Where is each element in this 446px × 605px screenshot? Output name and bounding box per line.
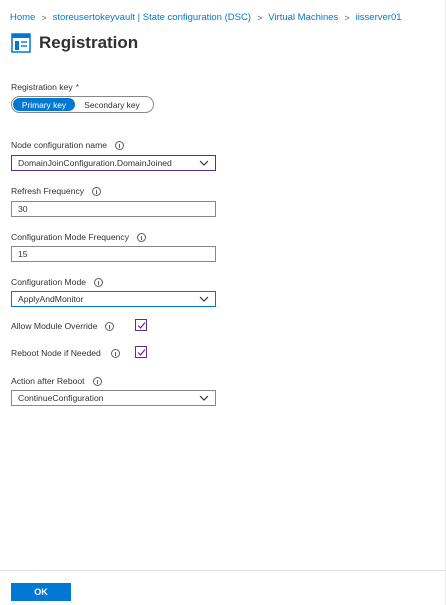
action-after-reboot-value: ContinueConfiguration (18, 393, 104, 403)
registration-key-label (11, 82, 79, 92)
configuration-mode-dropdown[interactable] (11, 291, 216, 307)
refresh-frequency-label-text: Refresh Frequency (11, 186, 85, 196)
breadcrumb (10, 12, 402, 23)
configuration-mode-frequency-value: 15 (18, 249, 28, 259)
page-header (11, 33, 138, 53)
breadcrumb-vm[interactable]: iisserver01 (355, 12, 402, 23)
page-title: Registration (39, 33, 139, 52)
configuration-mode-frequency-label (11, 232, 146, 242)
configuration-mode-label-text: Configuration Mode (11, 277, 87, 287)
configuration-mode-frequency-label-text: Configuration Mode Frequency (11, 232, 129, 242)
breadcrumb-automation-account[interactable]: storeusertokeyvault | State configuration (DSC) (52, 12, 251, 23)
refresh-frequency-input[interactable] (11, 201, 216, 217)
secondary-key-option[interactable]: Secondary key (84, 99, 140, 110)
chevron-right-icon: > (344, 12, 350, 23)
action-after-reboot-label (11, 376, 102, 386)
chevron-down-icon (199, 296, 209, 302)
breadcrumb-home[interactable]: Home (10, 12, 36, 23)
info-icon[interactable] (92, 187, 101, 196)
info-icon[interactable] (115, 141, 124, 150)
configuration-mode-value: ApplyAndMonitor (18, 294, 84, 304)
info-icon[interactable] (105, 322, 114, 331)
chevron-right-icon: > (41, 12, 47, 23)
node-configuration-label-text: Node configuration name (11, 140, 108, 150)
node-configuration-value: DomainJoinConfiguration.DomainJoined (18, 158, 172, 168)
reboot-node-checkbox[interactable] (135, 346, 147, 358)
refresh-frequency-label (11, 186, 101, 196)
reboot-node-label (11, 348, 120, 358)
info-icon[interactable] (137, 233, 146, 242)
chevron-down-icon (199, 160, 209, 166)
registration-key-label-text: Registration key (11, 82, 73, 92)
footer-divider (0, 570, 446, 571)
action-after-reboot-label-text: Action after Reboot (11, 376, 85, 386)
required-mark: * (75, 82, 79, 92)
info-icon[interactable] (93, 377, 102, 386)
checkmark-icon (137, 321, 146, 330)
node-configuration-dropdown[interactable] (11, 155, 216, 171)
checkmark-icon (137, 348, 146, 357)
registration-key-toggle[interactable] (11, 96, 154, 113)
configuration-mode-frequency-input[interactable] (11, 246, 216, 262)
refresh-frequency-value: 30 (18, 204, 28, 214)
allow-module-override-checkbox[interactable] (135, 319, 147, 331)
primary-key-option[interactable]: Primary key (13, 98, 75, 111)
chevron-down-icon (199, 395, 209, 401)
info-icon[interactable] (111, 349, 120, 358)
node-configuration-label (11, 140, 124, 150)
breadcrumb-virtual-machines[interactable]: Virtual Machines (268, 12, 339, 23)
ok-button[interactable]: OK (11, 583, 71, 601)
chevron-right-icon: > (256, 12, 263, 23)
reboot-node-label-text: Reboot Node if Needed (11, 348, 101, 358)
registration-blade-icon (11, 33, 31, 53)
configuration-mode-label (11, 277, 103, 287)
info-icon[interactable] (94, 278, 103, 287)
allow-module-override-label (11, 321, 114, 331)
allow-module-override-label-text: Allow Module Override (11, 321, 98, 331)
action-after-reboot-dropdown[interactable] (11, 390, 216, 406)
